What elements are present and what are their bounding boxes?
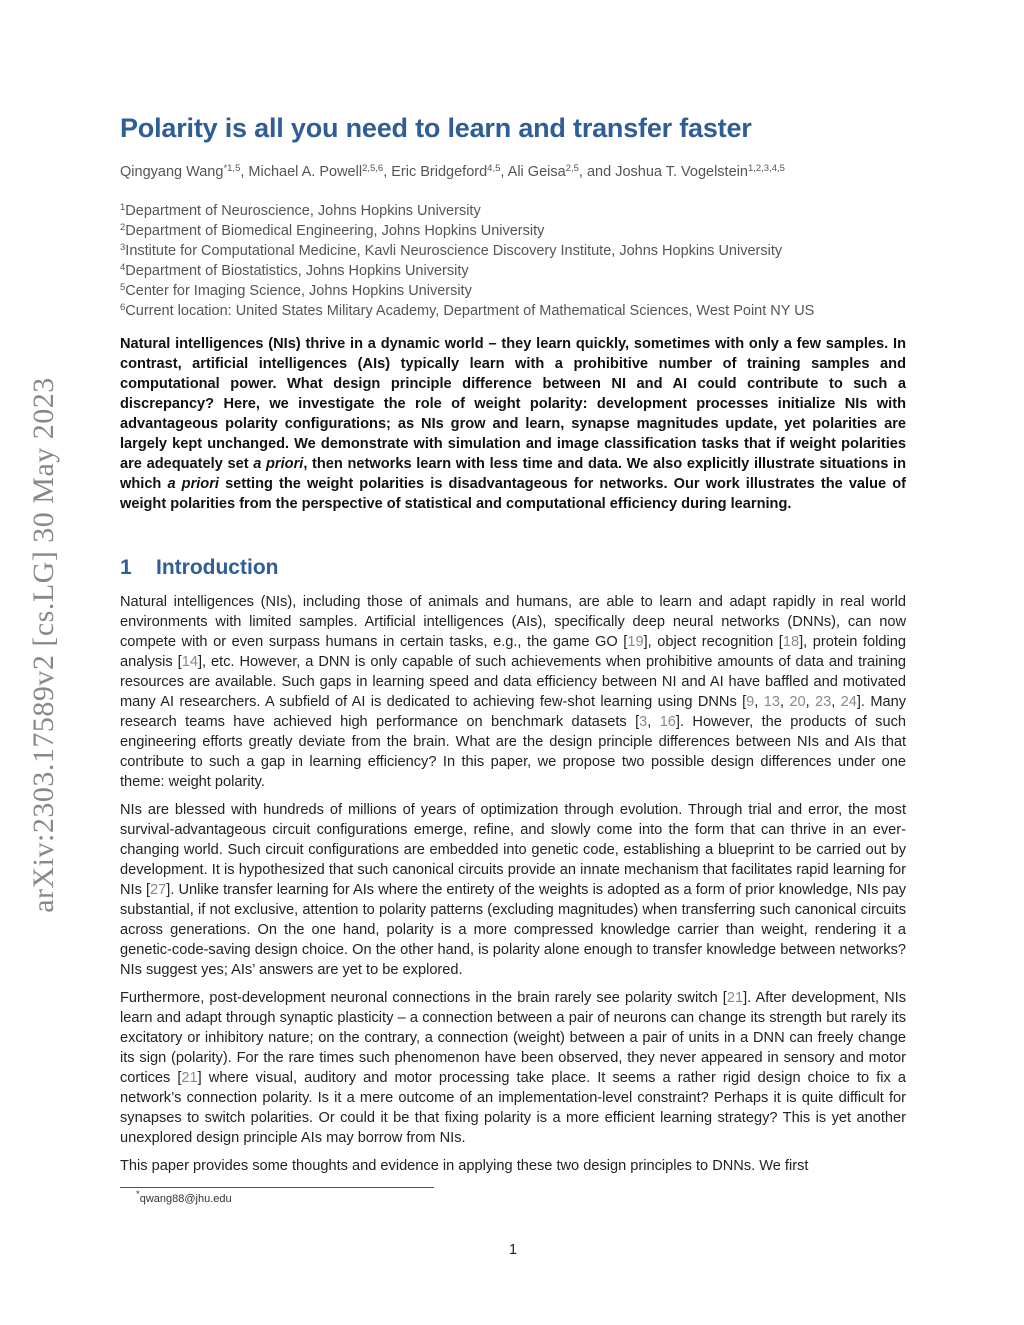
citation-link[interactable]: 23 [814, 694, 832, 710]
citation-link[interactable]: 20 [789, 694, 806, 710]
author-name: Joshua T. Vogelstein [615, 164, 748, 180]
citation-link[interactable]: 21 [726, 990, 744, 1006]
citation-link[interactable]: 14 [181, 654, 198, 670]
author-name: Michael A. Powell [248, 164, 363, 180]
arxiv-side-stamp [16, 345, 72, 945]
affiliation-item: $^4$Department of Biostatistics, Johns Hopkins University [120, 262, 469, 279]
section-heading-introduction [120, 556, 278, 580]
citation-link[interactable]: 24 [840, 694, 857, 710]
citation-link[interactable]: 9 [746, 694, 755, 710]
author-affiliation-marks: 1,2,3,4,5 [747, 163, 785, 174]
section-title: Introduction [156, 556, 279, 579]
citation-link[interactable]: 21 [181, 1070, 198, 1086]
arxiv-identifier: arXiv:2303.17589v2 [cs.LG] 30 May 2023 [27, 377, 60, 913]
citation-link[interactable]: 13 [763, 694, 780, 710]
abstract [120, 334, 906, 514]
footnote-email: *qwang88@jhu.edu [136, 1189, 232, 1205]
body-paragraph: This paper provides some thoughts and evidence in applying these two design principles to DNNs. We first [120, 1158, 809, 1174]
citation-link[interactable]: 3 [639, 714, 648, 730]
citation-link[interactable]: 27 [150, 882, 167, 898]
paper-title: Polarity is all you need to learn and transfer faster [120, 113, 752, 143]
affiliation-item: $^3$Institute for Computational Medicine, Kavli Neuroscience Discovery Institute, Johns Hopkins University [120, 242, 783, 259]
affiliation-item: $^1$Department of Neuroscience, Johns Hopkins University [120, 202, 481, 219]
author-name: Ali Geisa [507, 164, 566, 180]
section-number: 1 [120, 556, 132, 579]
page-number: 1 [508, 1242, 518, 1258]
body-paragraph: Natural intelligences (NIs), including those of animals and humans, are able to learn and adapt rapidly in real world environments with limited samples. Artificial intelligences (AIs), specifically deep neural networks (DNNs), can now compete with or even surpass humans in certain tasks, e.g., the game GO [19], object recognition [18], protein folding analysis [14], etc. However, a DNN is only capable of such achievements when prohibitive amounts of data and training resources are available. Such gaps in learning speed and data efficiency between NI and AI have baffled and motivated many AI researchers. A subfield of AI is dedicated to achieving few-shot learning using DNNs [9, 13, 20, 23, 24]. Many research teams have achieved high performance on benchmark datasets [3, 16]. However, the products of such engineering efforts greatly deviate from the brain. What are the design principle differences between NIs and AIs that contribute to such a gap in learning efficiency? In this paper, we propose two possible design differences under one theme: weight polarity. [120, 594, 907, 790]
author-affiliation-marks: 4,5 [487, 163, 501, 174]
body-paragraph: Furthermore, post-development neuronal connections in the brain rarely see polarity switch [21]. After development, NIs learn and adapt through synaptic plasticity – a connection between a pair of neurons can change its strength but rarely its excitatory or inhibitory nature; on the contrary, a connection (weight) between a pair of units in a DNN can freely change its sign (polarity). For the rare times such phenomenon have been observed, they never appeared in sensory and motor cortices [21] where visual, auditory and motor processing take place. It seems a rather rigid design choice to fix a network’s connection polarity. Is it a mere outcome of an implementation-level constraint? Perhaps it is quite difficult for synapses to switch polarities. Or could it be that fixing polarity is a more efficient learning strategy? This is yet another unexplored design principle AIs may borrow from NIs. [120, 990, 906, 1146]
body-paragraph: NIs are blessed with hundreds of millions of years of optimization through evolution. Through trial and error, the most survival-advantageous circuit configurations emerge, refine, and slowly come into the form that can thrive in an ever-changing world. Such circuit configurations are embedded into genetic code, establishing a blueprint to be carried out by development. It is hypothesized that such canonical circuits provide an innate mechanism that facilitates rapid learning for NIs [27]. Unlike transfer learning for AIs where the entirety of the weights is adopted as a form of prior knowledge, NIs pay substantial, if not exclusive, attention to polarity patterns (excluding magnitudes) when transferring such canonical circuits across generations. On the one hand, polarity is a more compressed knowledge carrier than weight, rendering it a genetic-code-saving design choice. On the other hand, is polarity alone enough to transfer knowledge between networks? NIs suggest yes; AIs’ answers are yet to be explored. [120, 802, 907, 978]
author-name: Qingyang Wang [120, 164, 224, 180]
citation-link[interactable]: 16 [659, 714, 676, 730]
author-affiliation-marks: 2,5 [565, 163, 579, 174]
author-affiliation-marks: 2,5,6 [362, 163, 384, 174]
author-list: Qingyang Wang$^{*1,5}$, Michael A. Powell$^{2,5,6}$, Eric Bridgeford$^{4,5}$, Ali Geisa$^{2,5}$, and Joshua T. Vogelstein$^{1,2,3,4,5}$ [120, 163, 785, 180]
author-affiliation-marks: *1,5 [223, 163, 241, 174]
citation-link[interactable]: 19 [627, 634, 644, 650]
affiliation-item: $^6$Current location: United States Military Academy, Department of Mathematical Sciences, West Point NY US [120, 302, 815, 319]
author-name: Eric Bridgeford [391, 164, 488, 180]
abstract-paragraph: Natural intelligences (NIs) thrive in a dynamic world – they learn quickly, sometimes with only a few samples. In contrast, artificial intelligences (AIs) typically learn with a prohibitive number of training samples and computational power. What design principle difference between NI and AI could contribute to such a discrepancy? Here, we investigate the role of weight polarity: development processes initialize NIs with advantageous polarity configurations; as NIs grow and learn, synapse magnitudes update, yet polarities are largely kept unchanged. We demonstrate with simulation and image classification tasks that if weight polarities are adequately set a priori, then networks learn with less time and data. We also explicitly illustrate situations in which a priori setting the weight polarities is disadvantageous for networks. Our work illustrates the value of weight polarities from the perspective of statistical and computational efficiency during learning. [120, 336, 907, 512]
affiliation-list [120, 201, 814, 321]
introduction-body [120, 592, 906, 1184]
citation-link[interactable]: 18 [782, 634, 800, 650]
affiliation-item: $^5$Center for Imaging Science, Johns Hopkins University [120, 282, 472, 299]
footnote-divider [120, 1187, 434, 1188]
footnote-mark: * [136, 1189, 140, 1200]
affiliation-item: $^2$Department of Biomedical Engineering, Johns Hopkins University [120, 222, 545, 239]
